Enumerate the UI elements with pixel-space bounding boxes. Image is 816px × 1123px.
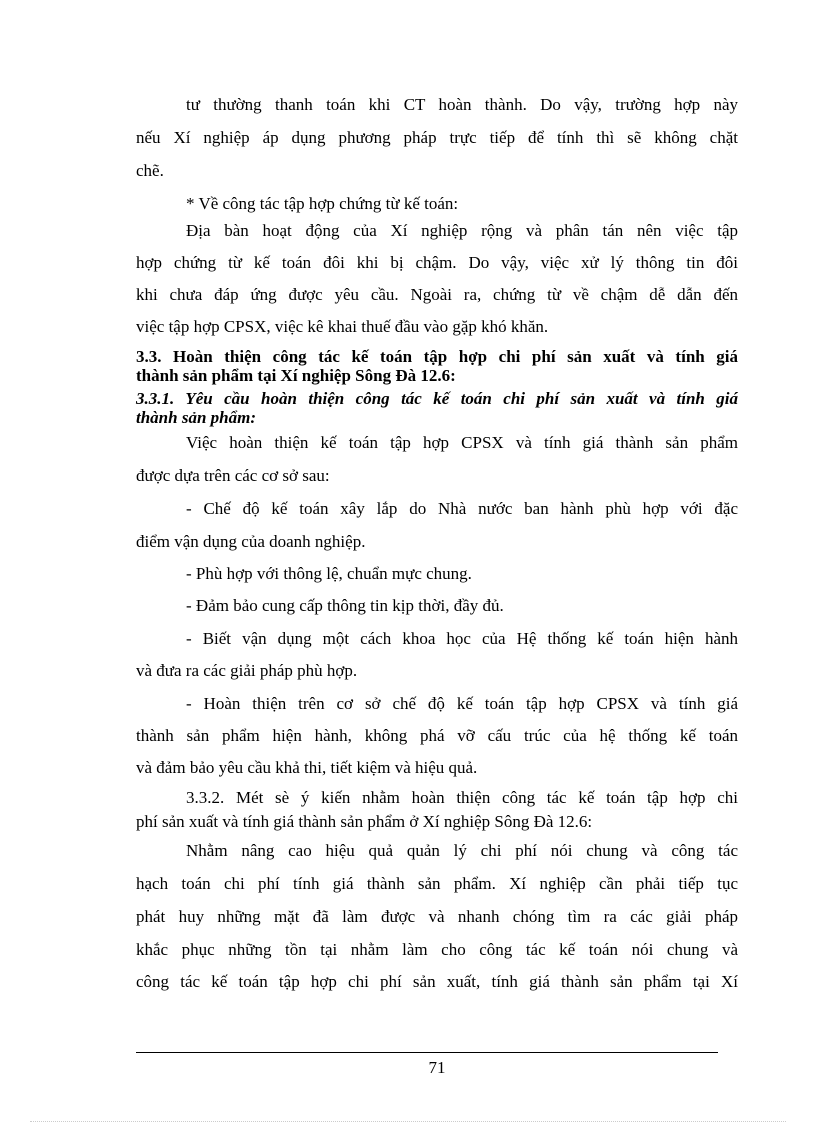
paragraph-line: phát huy những mặt đã làm được và nhanh chóng tìm ra các giải pháp — [136, 907, 738, 926]
section-heading-3-3-1: 3.3.1. Yêu cầu hoàn thiện công tác kế toán chi phí sản xuất và tính giá — [136, 389, 738, 408]
paragraph-line: chẽ. — [136, 161, 164, 180]
section-heading-3-3-1-cont: thành sản phẩm: — [136, 408, 256, 427]
page-number: 71 — [428, 1058, 446, 1077]
list-item: - Phù hợp với thông lệ, chuẩn mực chung. — [186, 564, 472, 583]
page-edge — [30, 1121, 786, 1122]
section-heading-3-3-2-cont: phí sản xuất và tính giá thành sản phẩm ở Xí nghiệp Sông Đà 12.6: — [136, 812, 593, 831]
section-heading-3-3: 3.3. Hoàn thiện công tác kế toán tập hợp chi phí sản xuất và tính giá — [136, 347, 738, 366]
list-item: - Chế độ kế toán xây lắp do Nhà nước ban hành phù hợp với đặc — [186, 499, 738, 518]
list-item-cont: và đảm bảo yêu cầu khả thi, tiết kiệm và hiệu quả. — [136, 758, 478, 777]
paragraph-line: công tác kế toán tập hợp chi phí sản xuất, tính giá thành sản phẩm tại Xí — [136, 972, 738, 991]
paragraph-line: việc tập hợp CPSX, việc kê khai thuế đầu vào gặp khó khăn. — [136, 317, 549, 336]
list-item: - Biết vận dụng một cách khoa học của Hệ thống kế toán hiện hành — [186, 629, 738, 648]
paragraph-line: khi chưa đáp ứng được yêu cầu. Ngoài ra, chứng từ về chậm dễ dẫn đến — [136, 285, 738, 304]
paragraph-line: Nhằm nâng cao hiệu quả quản lý chi phí nói chung và công tác — [186, 841, 738, 860]
list-item-cont: điểm vận dụng của doanh nghiệp. — [136, 532, 366, 551]
list-item-cont: thành sản phẩm hiện hành, không phá vỡ cấu trúc của hệ thống kế toán — [136, 726, 738, 745]
list-item-cont: và đưa ra các giải pháp phù hợp. — [136, 661, 358, 680]
paragraph-line: Địa bàn hoạt động của Xí nghiệp rộng và phân tán nên việc tập — [186, 221, 738, 240]
paragraph-line: khắc phục những tồn tại nhằm làm cho công tác kế toán nói chung và — [136, 940, 738, 959]
paragraph-line: tư thường thanh toán khi CT hoàn thành. Do vậy, trường hợp này — [186, 95, 738, 114]
list-item: - Hoàn thiện trên cơ sở chế độ kế toán tập hợp CPSX và tính giá — [186, 694, 738, 713]
list-item: - Đảm bảo cung cấp thông tin kịp thời, đầy đủ. — [186, 596, 504, 615]
paragraph-line: hạch toán chi phí tính giá thành sản phẩm. Xí nghiệp cần phải tiếp tục — [136, 874, 738, 893]
section-subheading: * Về công tác tập hợp chứng từ kế toán: — [186, 194, 459, 213]
footer-divider — [136, 1052, 718, 1053]
section-heading-3-3-cont: thành sản phẩm tại Xí nghiệp Sông Đà 12.6: — [136, 366, 456, 385]
paragraph-line: hợp chứng từ kế toán đôi khi bị chậm. Do vậy, việc xử lý thông tin đôi — [136, 253, 738, 272]
paragraph-line: Việc hoàn thiện kế toán tập hợp CPSX và tính giá thành sản phẩm — [186, 433, 738, 452]
section-heading-3-3-2: 3.3.2. Mét sè ý kiến nhằm hoàn thiện công tác kế toán tập hợp chi — [186, 788, 738, 807]
paragraph-line: được dựa trên các cơ sở sau: — [136, 466, 330, 485]
paragraph-line: nếu Xí nghiệp áp dụng phương pháp trực tiếp để tính thì sẽ không chặt — [136, 128, 738, 147]
